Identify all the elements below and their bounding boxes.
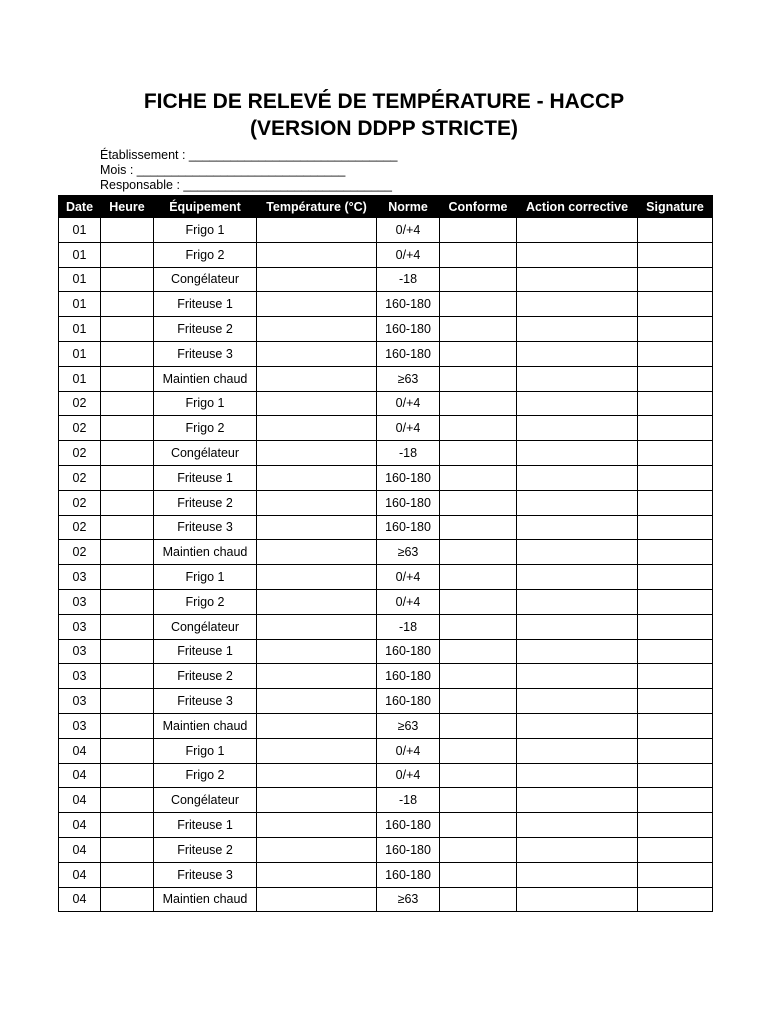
equipement-cell: Frigo 1 <box>154 391 257 416</box>
date-cell: 02 <box>59 490 101 515</box>
conforme-cell[interactable] <box>440 813 517 838</box>
table-row <box>59 887 713 912</box>
equipement-cell: Friteuse 1 <box>154 813 257 838</box>
equipement-cell: Maintien chaud <box>154 366 257 391</box>
temperature-cell[interactable] <box>257 341 377 366</box>
table-body <box>59 218 713 912</box>
date-cell: 01 <box>59 267 101 292</box>
signature-cell[interactable] <box>638 614 713 639</box>
signature-cell[interactable] <box>638 639 713 664</box>
table-row <box>59 813 713 838</box>
norme-cell: -18 <box>377 788 440 813</box>
table-row <box>59 763 713 788</box>
equipement-cell: Frigo 1 <box>154 218 257 243</box>
table-row <box>59 391 713 416</box>
action-corrective-cell[interactable] <box>517 614 638 639</box>
norme-cell: 160-180 <box>377 515 440 540</box>
signature-cell[interactable] <box>638 887 713 912</box>
heure-cell[interactable] <box>101 515 154 540</box>
heure-cell[interactable] <box>101 614 154 639</box>
responsable-field[interactable]: Responsable : ______________________________ <box>100 178 392 192</box>
table-row <box>59 862 713 887</box>
conforme-cell[interactable] <box>440 565 517 590</box>
title-line-1: FICHE DE RELEVÉ DE TEMPÉRATURE - HACCP <box>143 90 625 113</box>
conforme-cell[interactable] <box>440 317 517 342</box>
temperature-cell[interactable] <box>257 689 377 714</box>
table-row <box>59 540 713 565</box>
table-row <box>59 788 713 813</box>
table-row <box>59 738 713 763</box>
action-corrective-cell[interactable] <box>517 341 638 366</box>
norme-cell: 160-180 <box>377 837 440 862</box>
norme-cell: ≥63 <box>377 887 440 912</box>
action-corrective-cell[interactable] <box>517 788 638 813</box>
header-date: Date <box>59 196 101 218</box>
norme-cell: -18 <box>377 267 440 292</box>
conforme-cell[interactable] <box>440 242 517 267</box>
date-cell: 03 <box>59 689 101 714</box>
conforme-cell[interactable] <box>440 788 517 813</box>
equipement-cell: Congélateur <box>154 614 257 639</box>
date-cell: 03 <box>59 639 101 664</box>
temperature-cell[interactable] <box>257 614 377 639</box>
signature-cell[interactable] <box>638 391 713 416</box>
date-cell: 01 <box>59 317 101 342</box>
norme-cell: 160-180 <box>377 292 440 317</box>
temperature-cell[interactable] <box>257 366 377 391</box>
action-corrective-cell[interactable] <box>517 242 638 267</box>
temperature-cell[interactable] <box>257 267 377 292</box>
conforme-cell[interactable] <box>440 218 517 243</box>
date-cell: 02 <box>59 540 101 565</box>
signature-cell[interactable] <box>638 664 713 689</box>
equipement-cell: Friteuse 1 <box>154 465 257 490</box>
date-cell: 03 <box>59 589 101 614</box>
signature-cell[interactable] <box>638 689 713 714</box>
norme-cell: 160-180 <box>377 689 440 714</box>
norme-cell: ≥63 <box>377 540 440 565</box>
temperature-cell[interactable] <box>257 763 377 788</box>
heure-cell[interactable] <box>101 664 154 689</box>
date-cell: 04 <box>59 887 101 912</box>
action-corrective-cell[interactable] <box>517 515 638 540</box>
temperature-cell[interactable] <box>257 788 377 813</box>
equipement-cell: Frigo 2 <box>154 416 257 441</box>
conforme-cell[interactable] <box>440 366 517 391</box>
signature-cell[interactable] <box>638 242 713 267</box>
date-cell: 03 <box>59 664 101 689</box>
date-cell: 04 <box>59 837 101 862</box>
equipement-cell: Frigo 2 <box>154 242 257 267</box>
action-corrective-cell[interactable] <box>517 490 638 515</box>
temperature-cell[interactable] <box>257 416 377 441</box>
date-cell: 01 <box>59 218 101 243</box>
heure-cell[interactable] <box>101 317 154 342</box>
temperature-cell[interactable] <box>257 317 377 342</box>
table-row <box>59 565 713 590</box>
heure-cell[interactable] <box>101 441 154 466</box>
action-corrective-cell[interactable] <box>517 218 638 243</box>
etablissement-field[interactable]: Établissement : ______________________________ <box>100 148 398 162</box>
conforme-cell[interactable] <box>440 639 517 664</box>
action-corrective-cell[interactable] <box>517 887 638 912</box>
heure-cell[interactable] <box>101 341 154 366</box>
action-corrective-cell[interactable] <box>517 813 638 838</box>
temperature-cell[interactable] <box>257 218 377 243</box>
heure-cell[interactable] <box>101 242 154 267</box>
conforme-cell[interactable] <box>440 862 517 887</box>
action-corrective-cell[interactable] <box>517 664 638 689</box>
signature-cell[interactable] <box>638 837 713 862</box>
equipement-cell: Congélateur <box>154 441 257 466</box>
signature-cell[interactable] <box>638 713 713 738</box>
equipement-cell: Maintien chaud <box>154 713 257 738</box>
action-corrective-cell[interactable] <box>517 862 638 887</box>
conforme-cell[interactable] <box>440 738 517 763</box>
action-corrective-cell[interactable] <box>517 540 638 565</box>
title-line-2: (VERSION DDPP STRICTE) <box>250 117 518 140</box>
action-corrective-cell[interactable] <box>517 689 638 714</box>
equipement-cell: Friteuse 2 <box>154 664 257 689</box>
table-row <box>59 664 713 689</box>
table-row <box>59 639 713 664</box>
action-corrective-cell[interactable] <box>517 441 638 466</box>
date-cell: 01 <box>59 341 101 366</box>
norme-cell: 160-180 <box>377 639 440 664</box>
norme-cell: 0/+4 <box>377 589 440 614</box>
heure-cell[interactable] <box>101 589 154 614</box>
signature-cell[interactable] <box>638 366 713 391</box>
page-title <box>0 88 768 142</box>
action-corrective-cell[interactable] <box>517 391 638 416</box>
equipement-cell: Friteuse 3 <box>154 862 257 887</box>
heure-cell[interactable] <box>101 267 154 292</box>
conforme-cell[interactable] <box>440 540 517 565</box>
action-corrective-cell[interactable] <box>517 465 638 490</box>
header-temperature: Température (°C) <box>257 196 377 218</box>
heure-cell[interactable] <box>101 639 154 664</box>
heure-cell[interactable] <box>101 391 154 416</box>
table-row <box>59 242 713 267</box>
conforme-cell[interactable] <box>440 713 517 738</box>
conforme-cell[interactable] <box>440 341 517 366</box>
norme-cell: 160-180 <box>377 341 440 366</box>
table-row <box>59 689 713 714</box>
heure-cell[interactable] <box>101 218 154 243</box>
date-cell: 04 <box>59 788 101 813</box>
signature-cell[interactable] <box>638 490 713 515</box>
norme-cell: 160-180 <box>377 813 440 838</box>
temperature-cell[interactable] <box>257 242 377 267</box>
action-corrective-cell[interactable] <box>517 713 638 738</box>
signature-cell[interactable] <box>638 515 713 540</box>
norme-cell: 0/+4 <box>377 391 440 416</box>
signature-cell[interactable] <box>638 862 713 887</box>
header-action-corrective: Action corrective <box>517 196 638 218</box>
heure-cell[interactable] <box>101 713 154 738</box>
table-row <box>59 490 713 515</box>
norme-cell: 160-180 <box>377 664 440 689</box>
signature-cell[interactable] <box>638 589 713 614</box>
table-row <box>59 267 713 292</box>
signature-cell[interactable] <box>638 317 713 342</box>
header-norme: Norme <box>377 196 440 218</box>
signature-cell[interactable] <box>638 218 713 243</box>
action-corrective-cell[interactable] <box>517 565 638 590</box>
table-row <box>59 366 713 391</box>
action-corrective-cell[interactable] <box>517 763 638 788</box>
header-equipement: Équipement <box>154 196 257 218</box>
equipement-cell: Friteuse 1 <box>154 639 257 664</box>
date-cell: 02 <box>59 391 101 416</box>
header-heure: Heure <box>101 196 154 218</box>
date-cell: 02 <box>59 416 101 441</box>
table-row <box>59 317 713 342</box>
temperature-cell[interactable] <box>257 713 377 738</box>
date-cell: 02 <box>59 515 101 540</box>
temperature-cell[interactable] <box>257 515 377 540</box>
temperature-cell[interactable] <box>257 813 377 838</box>
date-cell: 04 <box>59 763 101 788</box>
norme-cell: ≥63 <box>377 713 440 738</box>
norme-cell: 160-180 <box>377 317 440 342</box>
norme-cell: 0/+4 <box>377 738 440 763</box>
conforme-cell[interactable] <box>440 763 517 788</box>
heure-cell[interactable] <box>101 689 154 714</box>
table-row <box>59 416 713 441</box>
heure-cell[interactable] <box>101 887 154 912</box>
table-row <box>59 465 713 490</box>
table-row <box>59 292 713 317</box>
heure-cell[interactable] <box>101 292 154 317</box>
signature-cell[interactable] <box>638 813 713 838</box>
date-cell: 04 <box>59 862 101 887</box>
equipement-cell: Frigo 1 <box>154 565 257 590</box>
equipement-cell: Friteuse 2 <box>154 837 257 862</box>
heure-cell[interactable] <box>101 490 154 515</box>
header-conforme: Conforme <box>440 196 517 218</box>
conforme-cell[interactable] <box>440 589 517 614</box>
heure-cell[interactable] <box>101 837 154 862</box>
norme-cell: 0/+4 <box>377 416 440 441</box>
equipement-cell: Frigo 2 <box>154 763 257 788</box>
date-cell: 04 <box>59 738 101 763</box>
heure-cell[interactable] <box>101 416 154 441</box>
norme-cell: 160-180 <box>377 490 440 515</box>
norme-cell: 160-180 <box>377 862 440 887</box>
signature-cell[interactable] <box>638 416 713 441</box>
signature-cell[interactable] <box>638 441 713 466</box>
date-cell: 02 <box>59 465 101 490</box>
heure-cell[interactable] <box>101 862 154 887</box>
temperature-cell[interactable] <box>257 639 377 664</box>
conforme-cell[interactable] <box>440 614 517 639</box>
table-row <box>59 589 713 614</box>
temperature-cell[interactable] <box>257 465 377 490</box>
heure-cell[interactable] <box>101 788 154 813</box>
conforme-cell[interactable] <box>440 664 517 689</box>
mois-field[interactable]: Mois : ______________________________ <box>100 163 346 177</box>
date-cell: 01 <box>59 366 101 391</box>
heure-cell[interactable] <box>101 813 154 838</box>
temperature-cell[interactable] <box>257 441 377 466</box>
header-signature: Signature <box>638 196 713 218</box>
equipement-cell: Friteuse 3 <box>154 689 257 714</box>
equipement-cell: Congélateur <box>154 788 257 813</box>
norme-cell: 160-180 <box>377 465 440 490</box>
action-corrective-cell[interactable] <box>517 837 638 862</box>
conforme-cell[interactable] <box>440 391 517 416</box>
action-corrective-cell[interactable] <box>517 366 638 391</box>
temperature-cell[interactable] <box>257 490 377 515</box>
form-fields <box>100 148 398 193</box>
temperature-cell[interactable] <box>257 837 377 862</box>
table-header-row <box>59 196 713 218</box>
action-corrective-cell[interactable] <box>517 292 638 317</box>
norme-cell: 0/+4 <box>377 565 440 590</box>
temperature-cell[interactable] <box>257 391 377 416</box>
heure-cell[interactable] <box>101 366 154 391</box>
action-corrective-cell[interactable] <box>517 416 638 441</box>
equipement-cell: Friteuse 3 <box>154 515 257 540</box>
temperature-log-table <box>58 195 713 912</box>
table-row <box>59 441 713 466</box>
table-row <box>59 515 713 540</box>
signature-cell[interactable] <box>638 763 713 788</box>
table-row <box>59 341 713 366</box>
equipement-cell: Friteuse 2 <box>154 317 257 342</box>
equipement-cell: Friteuse 2 <box>154 490 257 515</box>
norme-cell: -18 <box>377 614 440 639</box>
norme-cell: 0/+4 <box>377 242 440 267</box>
table-row <box>59 713 713 738</box>
table-row <box>59 218 713 243</box>
heure-cell[interactable] <box>101 738 154 763</box>
conforme-cell[interactable] <box>440 490 517 515</box>
temperature-cell[interactable] <box>257 292 377 317</box>
temperature-cell[interactable] <box>257 540 377 565</box>
norme-cell: 0/+4 <box>377 763 440 788</box>
heure-cell[interactable] <box>101 465 154 490</box>
date-cell: 03 <box>59 565 101 590</box>
conforme-cell[interactable] <box>440 292 517 317</box>
action-corrective-cell[interactable] <box>517 589 638 614</box>
conforme-cell[interactable] <box>440 887 517 912</box>
heure-cell[interactable] <box>101 565 154 590</box>
action-corrective-cell[interactable] <box>517 267 638 292</box>
signature-cell[interactable] <box>638 267 713 292</box>
temperature-cell[interactable] <box>257 589 377 614</box>
norme-cell: 0/+4 <box>377 218 440 243</box>
temperature-cell[interactable] <box>257 738 377 763</box>
conforme-cell[interactable] <box>440 689 517 714</box>
conforme-cell[interactable] <box>440 465 517 490</box>
date-cell: 04 <box>59 813 101 838</box>
date-cell: 01 <box>59 242 101 267</box>
temperature-cell[interactable] <box>257 887 377 912</box>
heure-cell[interactable] <box>101 540 154 565</box>
signature-cell[interactable] <box>638 738 713 763</box>
conforme-cell[interactable] <box>440 515 517 540</box>
conforme-cell[interactable] <box>440 441 517 466</box>
equipement-cell: Congélateur <box>154 267 257 292</box>
signature-cell[interactable] <box>638 788 713 813</box>
heure-cell[interactable] <box>101 763 154 788</box>
action-corrective-cell[interactable] <box>517 639 638 664</box>
conforme-cell[interactable] <box>440 416 517 441</box>
date-cell: 03 <box>59 614 101 639</box>
conforme-cell[interactable] <box>440 267 517 292</box>
temperature-cell[interactable] <box>257 664 377 689</box>
equipement-cell: Friteuse 1 <box>154 292 257 317</box>
temperature-cell[interactable] <box>257 565 377 590</box>
action-corrective-cell[interactable] <box>517 317 638 342</box>
date-cell: 02 <box>59 441 101 466</box>
equipement-cell: Friteuse 3 <box>154 341 257 366</box>
conforme-cell[interactable] <box>440 837 517 862</box>
action-corrective-cell[interactable] <box>517 738 638 763</box>
date-cell: 01 <box>59 292 101 317</box>
norme-cell: ≥63 <box>377 366 440 391</box>
temperature-cell[interactable] <box>257 862 377 887</box>
table-row <box>59 837 713 862</box>
equipement-cell: Maintien chaud <box>154 887 257 912</box>
table-row <box>59 614 713 639</box>
signature-cell[interactable] <box>638 540 713 565</box>
signature-cell[interactable] <box>638 341 713 366</box>
signature-cell[interactable] <box>638 465 713 490</box>
date-cell: 03 <box>59 713 101 738</box>
equipement-cell: Frigo 1 <box>154 738 257 763</box>
signature-cell[interactable] <box>638 292 713 317</box>
signature-cell[interactable] <box>638 565 713 590</box>
equipement-cell: Frigo 2 <box>154 589 257 614</box>
equipement-cell: Maintien chaud <box>154 540 257 565</box>
norme-cell: -18 <box>377 441 440 466</box>
